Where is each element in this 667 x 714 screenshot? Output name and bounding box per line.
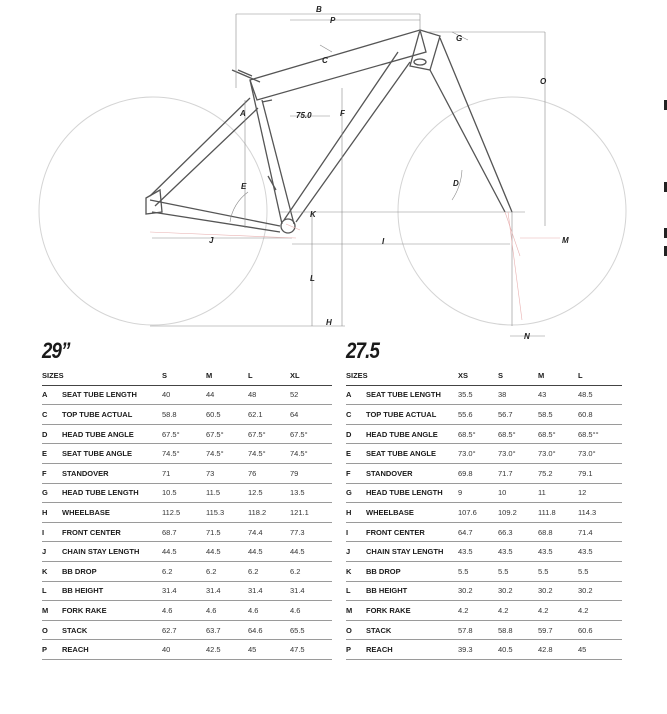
value-cell: 67.5° [248,424,290,444]
table-row [42,620,332,640]
row-label: CHAIN STAY LENGTH [62,547,140,557]
row-label-cell [42,581,162,601]
table-row [42,542,332,562]
row-label: REACH [62,645,89,655]
value-cell: 73.0° [538,444,578,464]
row-label-cell [346,601,458,621]
dim-label-o: O [540,77,547,86]
table-row [346,601,622,621]
value-cell: 31.4 [248,581,290,601]
value-cell: 42.8 [538,640,578,660]
value-cell: 6.2 [290,561,332,581]
value-cell: 40 [162,640,206,660]
dim-label-g: G [456,34,463,43]
row-label: FRONT CENTER [366,527,425,537]
value-cell: 43.5 [458,542,498,562]
value-cell: 4.2 [538,601,578,621]
value-cell: 60.5 [206,405,248,425]
value-cell: 45 [248,640,290,660]
column-header: S [498,366,538,385]
value-cell: 77.3 [290,522,332,542]
dim-label-l: L [310,274,315,283]
value-cell: 6.2 [162,561,206,581]
row-code: M [42,605,49,615]
value-cell: 74.5° [162,444,206,464]
row-label-cell [42,640,162,660]
dim-label-b: B [316,5,322,14]
row-label-cell [42,463,162,483]
row-label-cell [346,483,458,503]
value-cell: 12.5 [248,483,290,503]
table-row [346,640,622,660]
value-cell: 48 [248,385,290,405]
geometry-table-27-5 [346,338,622,660]
dim-label-k: K [310,210,316,219]
value-cell: 40.5 [498,640,538,660]
value-cell: 71 [162,463,206,483]
dim-label-p: P [330,16,336,25]
table-row [42,503,332,523]
value-cell: 42.5 [206,640,248,660]
geometry-table [346,366,622,660]
row-label-cell [346,581,458,601]
row-label: CHAIN STAY LENGTH [366,547,444,557]
row-label-cell [346,405,458,425]
row-label: SEAT TUBE ANGLE [62,449,133,459]
row-code: C [42,409,48,419]
value-cell: 4.2 [458,601,498,621]
dim-label-i: I [382,237,385,246]
value-cell: 5.5 [538,561,578,581]
row-label: BB DROP [62,566,97,576]
value-cell: 60.6 [578,620,622,640]
column-header: L [248,366,290,385]
value-cell: 71.4 [578,522,622,542]
row-label-cell [346,444,458,464]
value-cell: 4.6 [162,601,206,621]
value-cell: 58.8 [162,405,206,425]
row-label: HEAD TUBE ANGLE [366,429,438,439]
row-label-cell [42,444,162,464]
value-cell: 60.8 [578,405,622,425]
table-row [42,601,332,621]
table-row [346,483,622,503]
value-cell: 74.5° [248,444,290,464]
value-cell: 11 [538,483,578,503]
row-code: H [346,507,352,517]
value-cell: 4.6 [206,601,248,621]
value-cell: 111.8 [538,503,578,523]
value-cell: 62.1 [248,405,290,425]
row-label: FORK RAKE [62,605,107,615]
table-header-row [346,366,622,385]
value-cell: 112.5 [162,503,206,523]
column-header: L [578,366,622,385]
row-label: SEAT TUBE LENGTH [62,390,137,400]
value-cell: 62.7 [162,620,206,640]
value-cell: 67.5° [162,424,206,444]
geometry-table-29 [42,338,332,660]
row-code: G [42,488,48,498]
value-cell: 6.2 [248,561,290,581]
value-cell: 52 [290,385,332,405]
row-label-cell [42,542,162,562]
value-cell: 31.4 [162,581,206,601]
row-label: FORK RAKE [366,605,411,615]
row-code: P [346,645,352,655]
value-cell: 43.5 [498,542,538,562]
row-code: K [346,566,352,576]
table-row [42,483,332,503]
reference-lines [150,212,560,320]
value-cell: 30.2 [538,581,578,601]
column-header: S [162,366,206,385]
row-label: STACK [366,625,392,635]
row-label: BB DROP [366,566,401,576]
table-row [346,405,622,425]
row-label-cell [42,385,162,405]
row-label: STANDOVER [366,468,413,478]
row-code: P [42,645,48,655]
value-cell: 43.5 [538,542,578,562]
row-code: F [346,468,351,478]
row-label: WHEELBASE [62,507,110,517]
value-cell: 56.7 [498,405,538,425]
value-cell: 64 [290,405,332,425]
row-label-cell [346,640,458,660]
row-code: C [346,409,352,419]
value-cell: 71.5 [206,522,248,542]
row-code: I [346,527,349,537]
row-label: BB HEIGHT [62,586,104,596]
row-label: HEAD TUBE ANGLE [62,429,134,439]
value-cell: 71.7 [498,463,538,483]
row-label: STACK [62,625,88,635]
table-row [42,385,332,405]
row-label-cell [42,561,162,581]
table-row [346,424,622,444]
row-label: SEAT TUBE LENGTH [366,390,441,400]
row-code: O [42,625,48,635]
row-code: I [42,527,45,537]
value-cell: 55.6 [458,405,498,425]
row-code: H [42,507,48,517]
row-label-cell [346,463,458,483]
column-header: SIZES [42,366,162,385]
value-cell: 44.5 [248,542,290,562]
table-row [346,444,622,464]
value-cell: 5.5 [498,561,538,581]
row-label-cell [346,522,458,542]
table-row [346,463,622,483]
row-label: HEAD TUBE LENGTH [62,488,139,498]
value-cell: 5.5 [458,561,498,581]
row-label: TOP TUBE ACTUAL [62,409,133,419]
value-cell: 109.2 [498,503,538,523]
table-row [42,424,332,444]
row-label-cell [42,424,162,444]
value-cell: 10 [498,483,538,503]
table-row [42,463,332,483]
value-cell: 79 [290,463,332,483]
value-cell: 13.5 [290,483,332,503]
value-cell: 67.5° [290,424,332,444]
row-label-cell [346,620,458,640]
value-cell: 114.3 [578,503,622,523]
row-code: O [346,625,352,635]
row-label-cell [346,424,458,444]
dim-label-f: F [340,109,345,118]
value-cell: 64.6 [248,620,290,640]
row-label-cell [42,601,162,621]
value-cell: 79.1 [578,463,622,483]
value-cell: 31.4 [206,581,248,601]
value-cell: 73 [206,463,248,483]
dim-label-j: J [209,236,214,245]
row-code: A [42,390,48,400]
value-cell: 68.8 [538,522,578,542]
value-cell: 9 [458,483,498,503]
row-label-cell [346,561,458,581]
table-row [346,542,622,562]
table-row [346,503,622,523]
value-cell: 59.7 [538,620,578,640]
value-cell: 4.6 [248,601,290,621]
row-label: TOP TUBE ACTUAL [366,409,437,419]
value-cell: 44.5 [162,542,206,562]
column-header: XS [458,366,498,385]
value-cell: 45 [578,640,622,660]
row-label-cell [42,483,162,503]
value-cell: 115.3 [206,503,248,523]
value-cell: 38 [498,385,538,405]
value-cell: 31.4 [290,581,332,601]
row-code: E [42,449,48,459]
value-cell: 74.4 [248,522,290,542]
value-cell: 6.2 [206,561,248,581]
row-label-cell [346,542,458,562]
value-cell: 64.7 [458,522,498,542]
row-label: REACH [366,645,393,655]
value-cell: 43.5 [578,542,622,562]
row-label-cell [346,503,458,523]
geometry-table [42,366,332,660]
value-cell: 68.7 [162,522,206,542]
row-code: M [346,605,353,615]
table-row [42,640,332,660]
value-cell: 4.6 [290,601,332,621]
dim-label-angle: 75.0 [296,111,312,120]
value-cell: 12 [578,483,622,503]
value-cell: 68.5° [498,424,538,444]
value-cell: 66.3 [498,522,538,542]
table-row [42,522,332,542]
row-label-cell [42,405,162,425]
table-row [42,581,332,601]
dim-label-n: N [524,332,530,341]
dim-label-c: C [322,56,328,65]
row-code: D [346,429,352,439]
value-cell: 68.5° [538,424,578,444]
row-label: BB HEIGHT [366,586,408,596]
table-row [346,522,622,542]
bike-frame [146,30,512,233]
table-row [346,561,622,581]
value-cell: 11.5 [206,483,248,503]
value-cell: 43 [538,385,578,405]
row-code: K [42,566,48,576]
value-cell: 30.2 [578,581,622,601]
row-code: J [346,547,351,557]
value-cell: 35.5 [458,385,498,405]
value-cell: 63.7 [206,620,248,640]
value-cell: 10.5 [162,483,206,503]
value-cell: 44.5 [206,542,248,562]
row-code: F [42,468,47,478]
value-cell: 4.2 [498,601,538,621]
table-header-row [42,366,332,385]
column-header: M [538,366,578,385]
table-row [346,581,622,601]
row-code: L [42,586,47,596]
value-cell: 74.5° [290,444,332,464]
value-cell: 118.2 [248,503,290,523]
value-cell: 107.6 [458,503,498,523]
value-cell: 58.8 [498,620,538,640]
table-row [42,444,332,464]
value-cell: 68.5°° [578,424,622,444]
value-cell: 30.2 [458,581,498,601]
row-label: STANDOVER [62,468,109,478]
value-cell: 44 [206,385,248,405]
value-cell: 73.0° [458,444,498,464]
value-cell: 57.8 [458,620,498,640]
value-cell: 74.5° [206,444,248,464]
value-cell: 44.5 [290,542,332,562]
value-cell: 69.8 [458,463,498,483]
dim-label-d: D [453,179,459,188]
value-cell: 76 [248,463,290,483]
row-code: D [42,429,48,439]
row-code: L [346,586,351,596]
dim-label-h: H [326,318,332,327]
value-cell: 39.3 [458,640,498,660]
value-cell: 5.5 [578,561,622,581]
value-cell: 58.5 [538,405,578,425]
value-cell: 4.2 [578,601,622,621]
value-cell: 73.0° [498,444,538,464]
table-row [42,561,332,581]
column-header: M [206,366,248,385]
value-cell: 48.5 [578,385,622,405]
row-code: A [346,390,352,400]
dim-label-e: E [241,182,247,191]
value-cell: 75.2 [538,463,578,483]
table-row [42,405,332,425]
table-title: 29” [42,338,70,363]
value-cell: 73.0° [578,444,622,464]
dim-label-a: A [240,109,246,118]
value-cell: 67.5° [206,424,248,444]
table-row [346,385,622,405]
row-label-cell [42,522,162,542]
row-label: FRONT CENTER [62,527,121,537]
row-code: E [346,449,352,459]
table-row [346,620,622,640]
row-label: HEAD TUBE LENGTH [366,488,443,498]
row-label-cell [42,503,162,523]
row-label-cell [346,385,458,405]
column-header: SIZES [346,366,458,385]
value-cell: 68.5° [458,424,498,444]
value-cell: 65.5 [290,620,332,640]
row-label: SEAT TUBE ANGLE [366,449,437,459]
row-label-cell [42,620,162,640]
bike-geometry-diagram [0,0,667,341]
row-label: WHEELBASE [366,507,414,517]
value-cell: 30.2 [498,581,538,601]
row-code: J [42,547,47,557]
table-title: 27.5 [346,338,380,363]
value-cell: 121.1 [290,503,332,523]
row-code: G [346,488,352,498]
dim-label-m: M [562,236,569,245]
column-header: XL [290,366,332,385]
value-cell: 47.5 [290,640,332,660]
value-cell: 40 [162,385,206,405]
